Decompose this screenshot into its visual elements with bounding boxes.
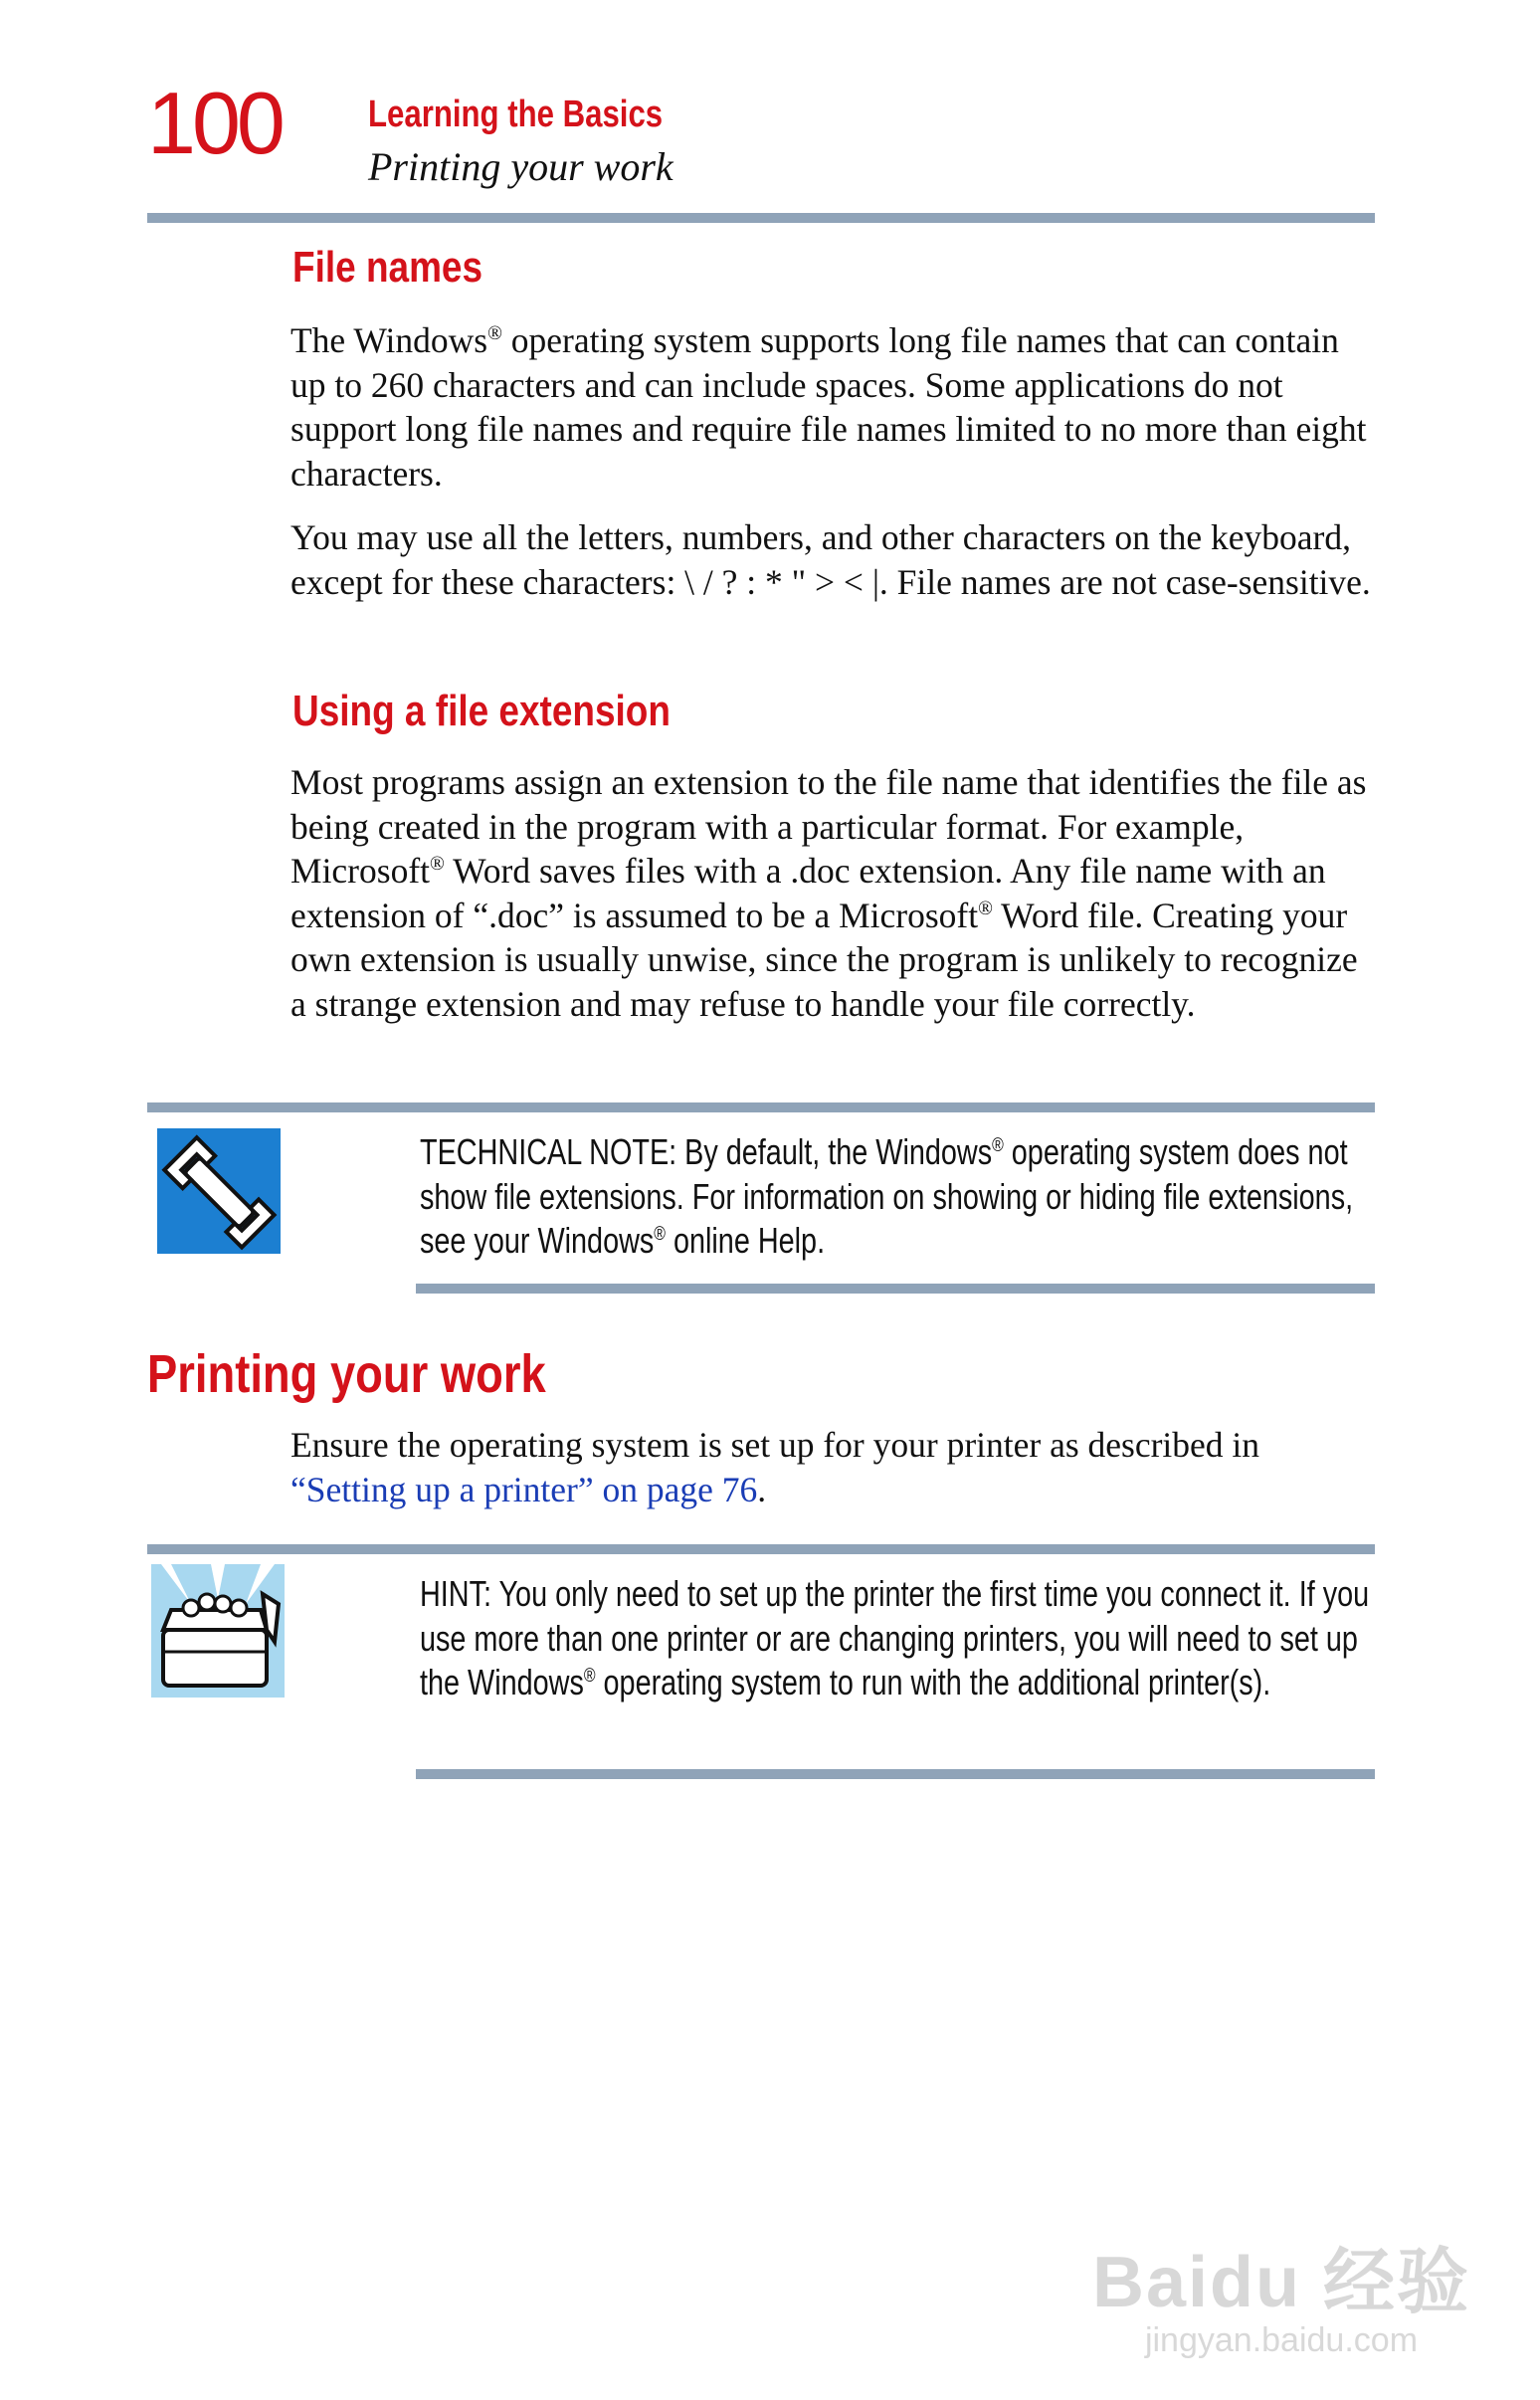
header-rule (147, 213, 1375, 223)
page-number: 100 (147, 74, 282, 172)
technical-note-top-rule (147, 1102, 1375, 1112)
file-extension-paragraph: Most programs assign an extension to the file name that identifies the file as being created in the program with a particular format. For example, Microsoft® Word saves files with a .doc extension. Any file name with an extension of “.doc” is assumed to be a Microsoft® Word file. Creating your own extension is usually unwise, since the program is unlikely to recognize a strange extension and may refuse to handle your file correctly. (290, 762, 1367, 1024)
watermark-url: jingyan.baidu.com (1144, 2321, 1419, 2359)
treasure-chest-icon (151, 1564, 285, 1698)
printing-paragraph: Ensure the operating system is set up for your printer as described in “Setting up a printer” on page 76. (290, 1425, 1260, 1509)
section-subtitle: Printing your work (368, 144, 674, 189)
chapter-title: Learning the Basics (368, 94, 664, 135)
technical-note-bottom-rule (416, 1284, 1375, 1294)
file-names-heading: File names (292, 243, 483, 292)
hint-top-rule (147, 1544, 1375, 1554)
printing-heading: Printing your work (147, 1344, 546, 1404)
wrench-icon (151, 1124, 285, 1258)
watermark-brand: Baidu 经验 (1091, 2243, 1470, 2322)
hint-text: HINT: You only need to set up the printer the first time you connect it. If you use more than one printer or are changing printers, you will need to set up the Windows® operating system to run with the additional printer(s). (420, 1573, 1370, 1702)
hint-bottom-rule (416, 1769, 1375, 1779)
file-names-paragraph-1: The Windows® operating system supports long file names that can contain up to 260 characters and can include spaces. Some applications do not support long file names and require file names limited to no more than eight characters. (290, 320, 1367, 494)
technical-note-text: TECHNICAL NOTE: By default, the Windows® operating system does not show file extensions. For information on showing or hiding file extensions, see your Windows® online Help. (420, 1131, 1354, 1261)
baidu-watermark (1092, 2224, 1470, 2360)
file-names-paragraph-2: You may use all the letters, numbers, and other characters on the keyboard, except for these characters: \ / ? : * " > < |. File names are not case-sensitive. (290, 517, 1371, 602)
setting-up-printer-link[interactable]: “Setting up a printer” on page 76 (290, 1469, 758, 1509)
file-extension-heading: Using a file extension (292, 687, 671, 735)
